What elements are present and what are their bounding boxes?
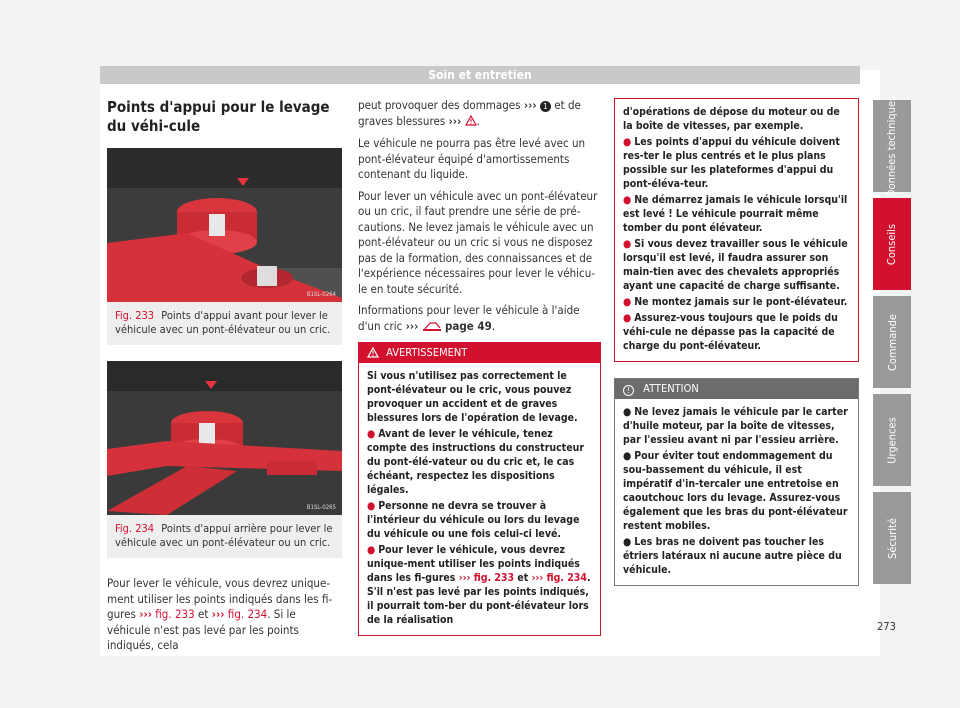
image-code: B1SL-0264 <box>306 291 336 298</box>
warning-item <box>623 295 850 309</box>
tab-label: Urgences <box>885 416 899 464</box>
figure-234-image <box>107 361 342 515</box>
paragraph-3: Pour lever un véhicule avec un pont-élévateur ou un cric, il faut prendre une série de pré-cautions. Ne levez jamais le véhicule avec un pont-élévateur ou un cric si vous ne disposez pas de la formation, des connaissances et de l'expérience nécessaires pour lever le véhicu-le en toute sécurité. <box>358 188 598 296</box>
page-49-link[interactable]: page 49 <box>445 318 492 333</box>
figure-234 <box>107 361 342 558</box>
warning-item-text: Pour lever le véhicule, vous devrez unique-ment utiliser les points indiqués dans les fi-gures <box>367 544 580 584</box>
warning-cont-lead: d'opérations de dépose du moteur ou de la boîte de vitesses, par exemple. <box>623 106 840 132</box>
paragraph-2: Le véhicule ne pourra pas être levé avec un pont-élévateur équipé d'amortissements contenant du liquide. <box>358 136 586 181</box>
warning-body <box>359 363 600 635</box>
bullet: ● <box>367 500 376 512</box>
attention-box <box>614 378 859 586</box>
page-number: 273 <box>877 620 896 633</box>
image-code: B1SL-0265 <box>306 504 336 511</box>
bullet: ● <box>623 136 632 148</box>
tab-conseils[interactable] <box>873 198 911 290</box>
fig-233-link[interactable]: fig. 233 <box>155 607 195 621</box>
attention-item <box>623 405 850 447</box>
warning-item <box>367 499 592 541</box>
column-left <box>107 98 342 660</box>
attention-item-text: Ne levez jamais le véhicule par le carter d'huile moteur, par la boîte de vitesses, par l'essieu avant ni par l'essieu arrière. <box>623 406 848 446</box>
bullet: ● <box>623 296 632 308</box>
figure-number: Fig. 234 <box>115 522 155 535</box>
column-middle <box>358 98 601 636</box>
intro-text-cont: . Si le véhicule n'est pas levé par les points indiqués, cela <box>107 607 299 652</box>
tab-securite[interactable] <box>873 492 911 584</box>
ref-arrow: ››› <box>458 572 471 584</box>
fig-234-link[interactable]: fig. 234 <box>546 572 587 584</box>
bullet: ● <box>623 450 632 462</box>
attention-header <box>615 379 858 399</box>
warning-item <box>623 135 850 191</box>
warning-item-text: Ne montez jamais sur le pont-élévateur. <box>634 296 848 308</box>
ref-arrow: ››› <box>211 607 225 621</box>
figure-caption-text: Points d'appui arrière pour lever le véhicule avec un pont-élévateur ou un cric. <box>115 522 333 549</box>
warning-item-text: Personne ne devra se trouver à l'intérieur du véhicule ou lors du levage du véhicule ou une fois celui-ci levé. <box>367 500 580 540</box>
ref-arrow: ››› <box>523 98 537 112</box>
bullet: ● <box>623 536 632 548</box>
front-lift-point-illustration <box>107 148 342 302</box>
bullet: ● <box>367 544 376 556</box>
tab-label: Commande <box>885 313 899 371</box>
warning-item-text: Si vous devez travailler sous le véhicule lorsqu'il est levé, il faudra assurer son main-tien avec des chevalets appropriés ayant une capacité de charge suffisante. <box>623 238 848 292</box>
attention-body <box>615 399 858 585</box>
period: . <box>491 318 496 333</box>
attention-item <box>623 535 850 577</box>
ref-arrow: ››› <box>405 318 419 333</box>
figure-233-caption <box>107 302 342 345</box>
warning-item <box>623 237 850 293</box>
attention-item <box>623 449 850 533</box>
continued-paragraph <box>358 98 601 130</box>
warning-item <box>623 311 850 353</box>
warning-lead: Si vous n'utilisez pas correctement le pont-élévateur ou le cric, vous pouvez provoquer un accident et de graves blessures lors de l'opération de levage. <box>367 370 578 424</box>
warning-item-text: Les points d'appui du véhicule doivent res-ter le plus centrés et le plus plans possible sur les plateformes d'appui du pont-éléva-teur. <box>623 136 840 190</box>
tab-urgences[interactable] <box>873 394 911 486</box>
and-text: et <box>197 607 209 621</box>
warning-item-text: Assurez-vous toujours que le poids du véhi-cule ne dépasse pas la capacité de charge du pont-élévateur. <box>623 312 838 352</box>
attention-item-text: Les bras ne doivent pas toucher les étriers latéraux ni aucune autre pièce du véhicule. <box>623 536 842 576</box>
period: . <box>476 113 480 128</box>
warning-triangle-icon <box>367 347 379 362</box>
ref-arrow: ››› <box>531 572 544 584</box>
info-circle-icon: ! <box>623 385 634 396</box>
ref-arrow: ››› <box>139 607 152 621</box>
warning-item-text: Avant de lever le véhicule, tenez compte des instructions du constructeur du pont-élé-vateur ou du cric et, le cas échéant, respectez les dispositions légales. <box>367 428 584 496</box>
warning-triangle-icon <box>465 115 477 131</box>
tab-label: Données techniques <box>885 95 899 197</box>
intro-text: Pour lever le véhicule, vous devrez unique-ment utiliser les points indiqués dans les fi-gures <box>107 576 333 621</box>
warning-item <box>623 193 850 235</box>
warning-item-text: Ne démarrez jamais le véhicule lorsqu'il est levé ! Le véhicule pourrait même tomber du pont élévateur. <box>623 194 848 234</box>
running-header: Soin et entretien <box>100 66 860 84</box>
ref-arrow: ››› <box>448 113 462 128</box>
warning-item <box>367 427 592 497</box>
figure-233-image <box>107 148 342 302</box>
warning-item-text-cont: . S'il n'est pas levé par les points indiqués, il pourrait tom-ber du pont-élévateur lors de la réalisation <box>367 572 591 626</box>
paragraph-4 <box>358 303 601 336</box>
warning-item <box>367 543 592 627</box>
bullet: ● <box>623 406 632 418</box>
attention-title: ATTENTION <box>643 382 699 395</box>
cont-text: peut provoquer des dommages <box>358 98 521 112</box>
intro-paragraph <box>107 576 342 654</box>
column-right <box>614 98 859 586</box>
tab-commande[interactable] <box>873 296 911 388</box>
warning-continued-body <box>615 99 858 361</box>
fig-234-link[interactable]: fig. 234 <box>227 607 268 621</box>
bullet: ● <box>367 428 376 440</box>
info-icon: 1 <box>540 101 551 112</box>
figure-number: Fig. 233 <box>115 309 155 322</box>
attention-item-text: Pour éviter tout endommagement du sou-bassement du véhicule, il est impératif d'in-tercaler une entretoise en caoutchouc lors du levage. Assurez-vous également que les bras du pont-élévateur restent mobiles. <box>623 450 848 532</box>
bullet: ● <box>623 194 632 206</box>
bullet: ● <box>623 312 632 324</box>
figure-234-caption <box>107 515 342 558</box>
cont-text-b: et de graves blessures <box>358 98 581 128</box>
jack-icon <box>422 320 442 337</box>
tab-donnees-techniques[interactable] <box>873 95 911 197</box>
figure-caption-text: Points d'appui avant pour lever le véhicule avec un pont-élévateur ou un cric. <box>115 309 331 336</box>
and-text: et <box>517 572 529 584</box>
warning-title: AVERTISSEMENT <box>386 346 468 359</box>
warning-header <box>359 343 600 363</box>
p4-text: Informations pour lever le véhicule à l'aide d'un cric <box>358 303 580 333</box>
tab-label: Sécurité <box>885 517 899 559</box>
warning-box-continued <box>614 98 859 362</box>
fig-233-link[interactable]: fig. 233 <box>473 572 515 584</box>
tab-label: Conseils <box>885 223 899 265</box>
warning-box <box>358 342 601 636</box>
rear-lift-point-illustration <box>107 361 342 515</box>
bullet: ● <box>623 238 632 250</box>
section-title: Points d'appui pour le levage du véhi-cule <box>107 98 330 135</box>
figure-233 <box>107 148 342 345</box>
